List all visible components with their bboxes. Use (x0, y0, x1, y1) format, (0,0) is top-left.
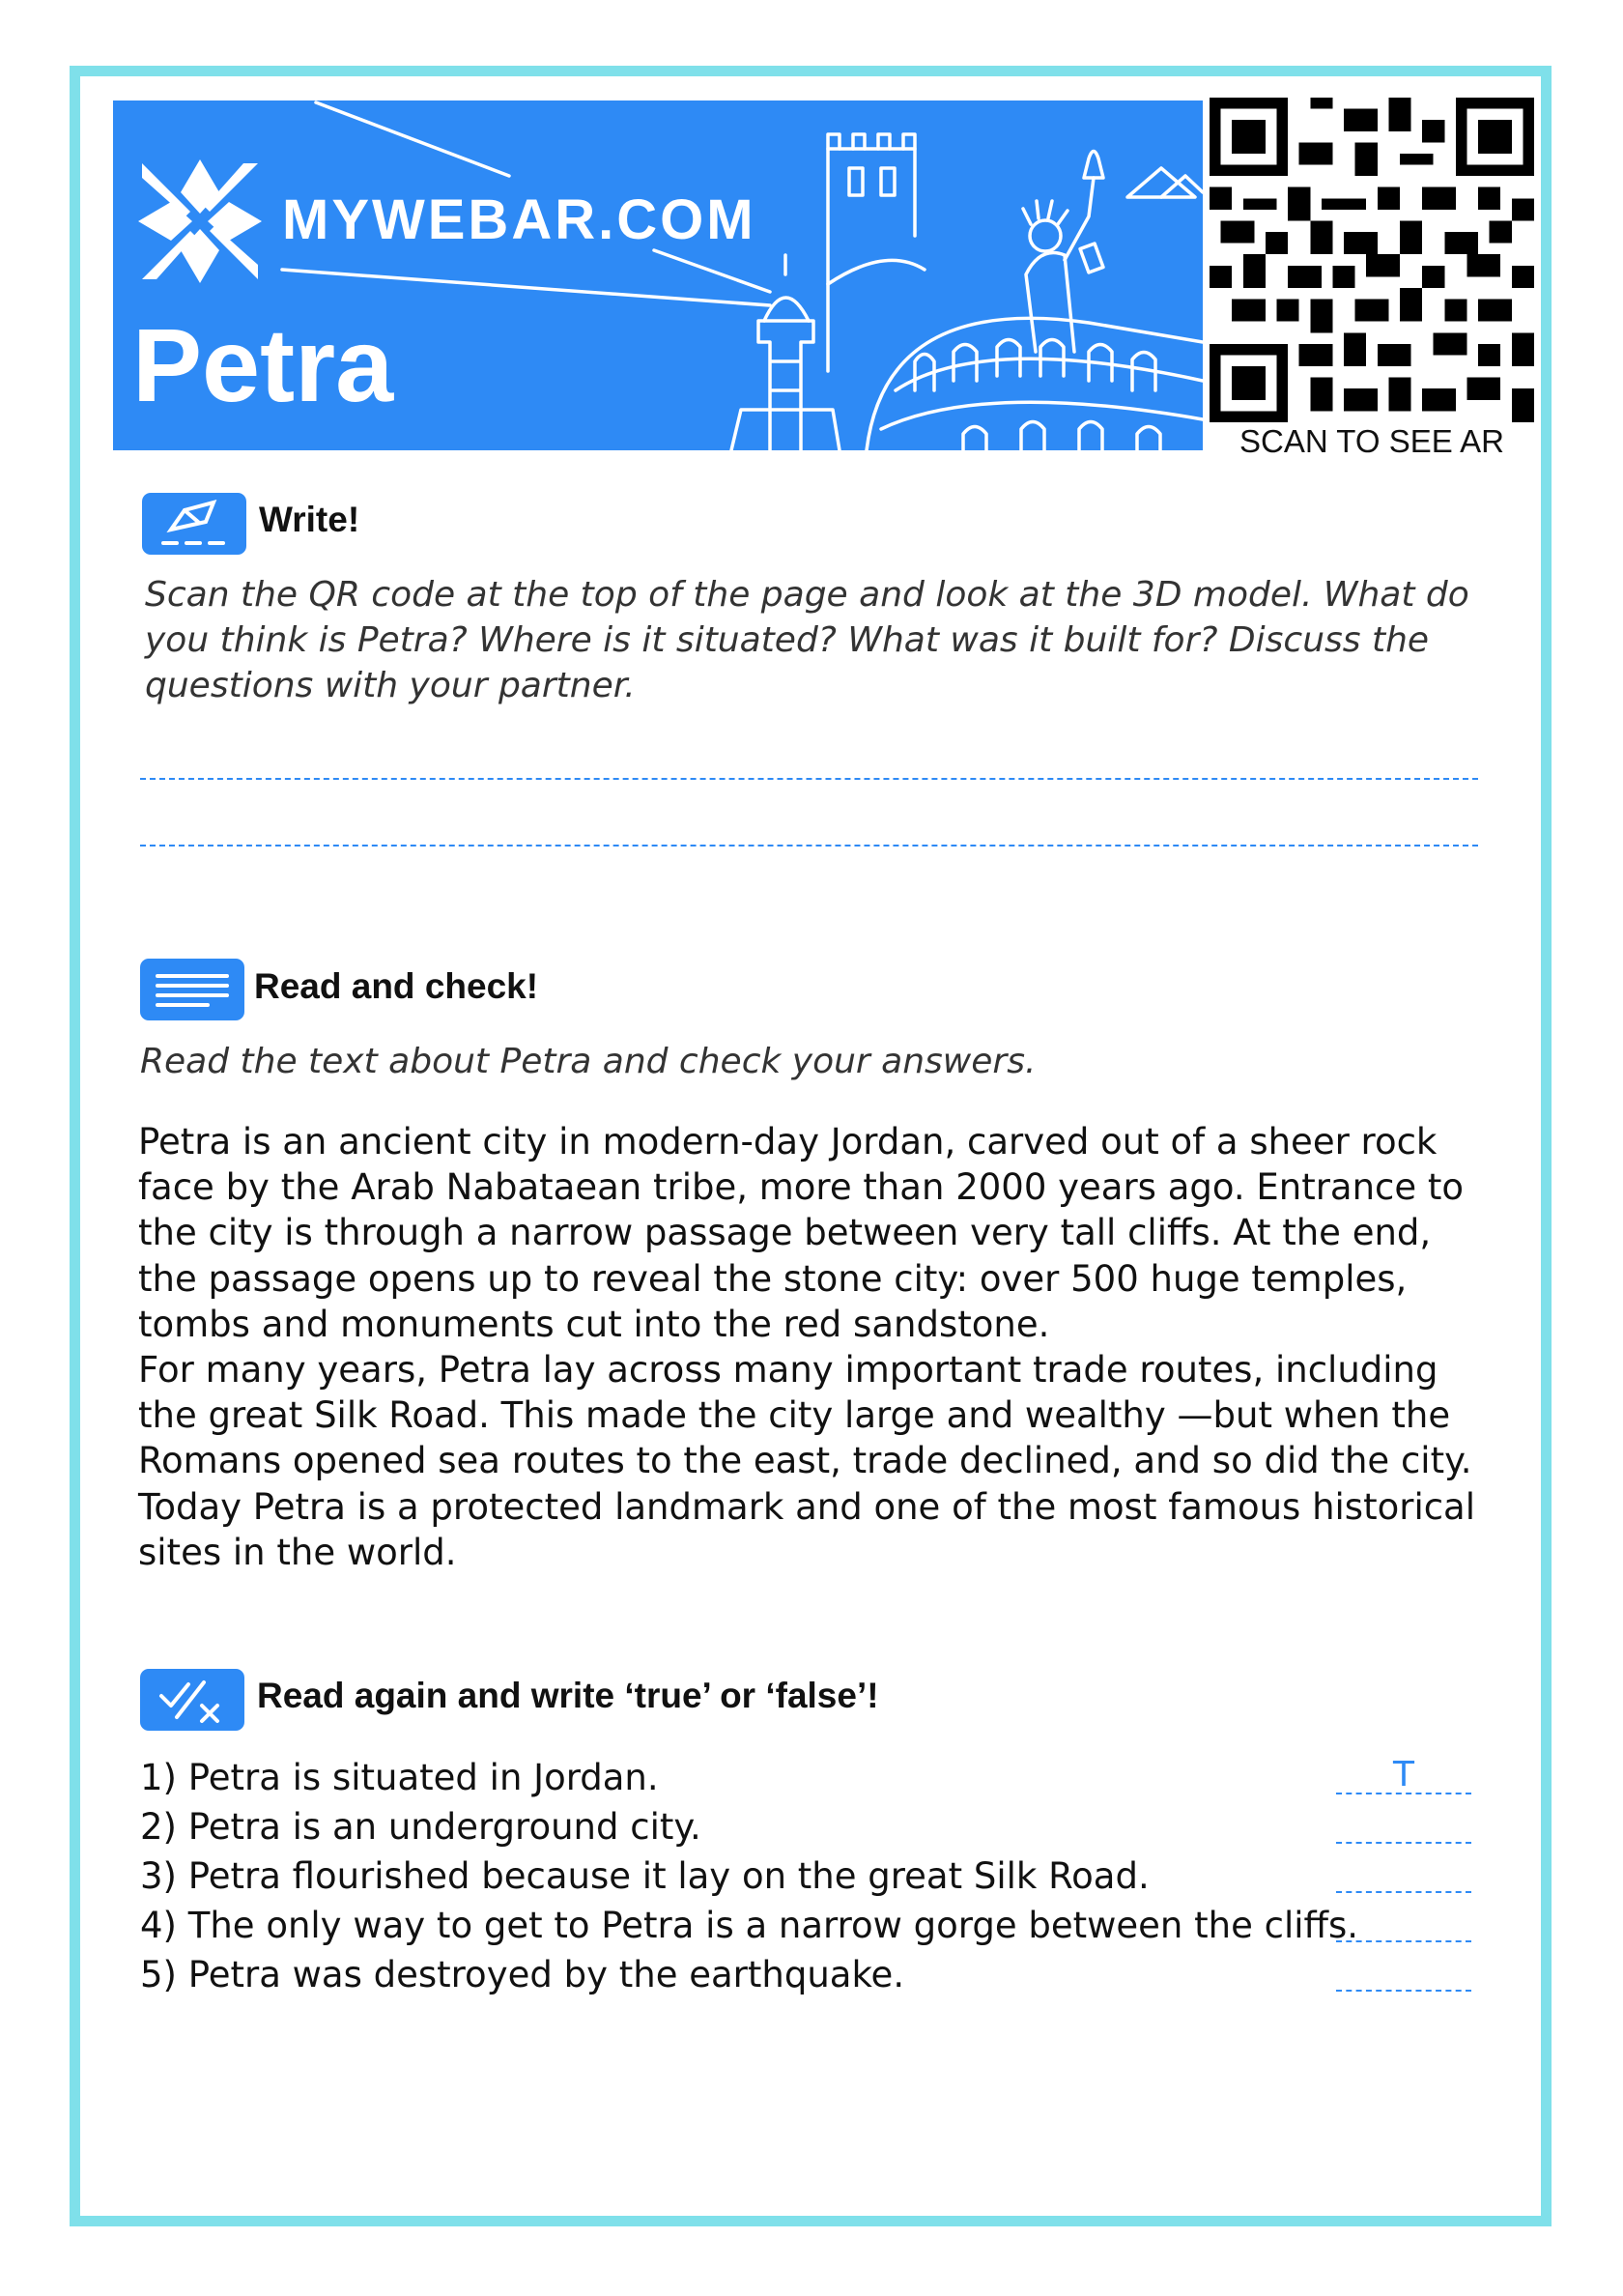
statement-text: 2) Petra is an underground city. (140, 1806, 701, 1848)
answer-blank[interactable] (1336, 1891, 1471, 1893)
qr-code-icon[interactable] (1210, 98, 1534, 422)
list-item (140, 1901, 1493, 1950)
tf-section-title: Read again and write ‘true’ or ‘false’! (257, 1676, 879, 1715)
statement-text: 3) Petra flourished because it lay on the great Silk Road. (140, 1855, 1150, 1897)
answer-line-2[interactable] (140, 845, 1478, 847)
list-item (140, 1950, 1493, 1999)
article-paragraph: Petra is an ancient city in modern-day Jordan, carved out of a sheer rock face by the Arab Nabataean tribe, more than 2000 years ago. Entrance to the city is through a narrow passage between very tall cliffs. At the end, the passage opens up to reveal the stone city: over 500 huge temples, tombs and monuments cut into the red sandstone. (138, 1121, 1465, 1345)
page-title: Petra (132, 306, 394, 423)
write-section-title: Write! (259, 500, 360, 539)
write-instruction: Scan the QR code at the top of the page and look at the 3D model. What do you think is Petra? Where is it situated? What was it built for? Discuss the questions with your partner. (145, 575, 1469, 705)
article-paragraph: Today Petra is a protected landmark and one of the most famous historical sites in the world. (138, 1485, 1476, 1573)
article-paragraph: For many years, Petra lay across many important trade routes, including the great Silk Road. This made the city large and wealthy —but when the Romans opened sea routes to the east, trade declined, and so did the city. (138, 1349, 1472, 1482)
text-lines-icon (140, 959, 244, 1020)
answer-blank[interactable] (1336, 1940, 1471, 1942)
statement-text: 5) Petra was destroyed by the earthquake. (140, 1954, 905, 1995)
qr-caption: SCAN TO SEE AR (1239, 423, 1504, 459)
statement-text: 4) The only way to get to Petra is a narrow gorge between the cliffs. (140, 1905, 1359, 1946)
answer-blank[interactable] (1336, 1990, 1471, 1992)
check-cross-icon (140, 1669, 244, 1731)
read-section-title: Read and check! (254, 966, 539, 1006)
list-item (140, 1851, 1493, 1901)
list-item (140, 1753, 1493, 1802)
petra-article (138, 1119, 1491, 1575)
answer-line-1[interactable] (140, 778, 1478, 780)
statement-text: 1) Petra is situated in Jordan. (140, 1757, 659, 1798)
answer-blank[interactable]: T (1336, 1758, 1471, 1794)
brand-name[interactable]: MYWEBAR.COM (282, 188, 756, 251)
header-banner (113, 100, 1203, 450)
answer-blank[interactable] (1336, 1842, 1471, 1844)
list-item (140, 1802, 1493, 1851)
pencil-write-icon (142, 493, 246, 555)
true-false-list (140, 1753, 1493, 1999)
mywebar-logo-icon (132, 154, 268, 289)
read-instruction: Read the text about Petra and check your answers. (140, 1042, 1037, 1081)
